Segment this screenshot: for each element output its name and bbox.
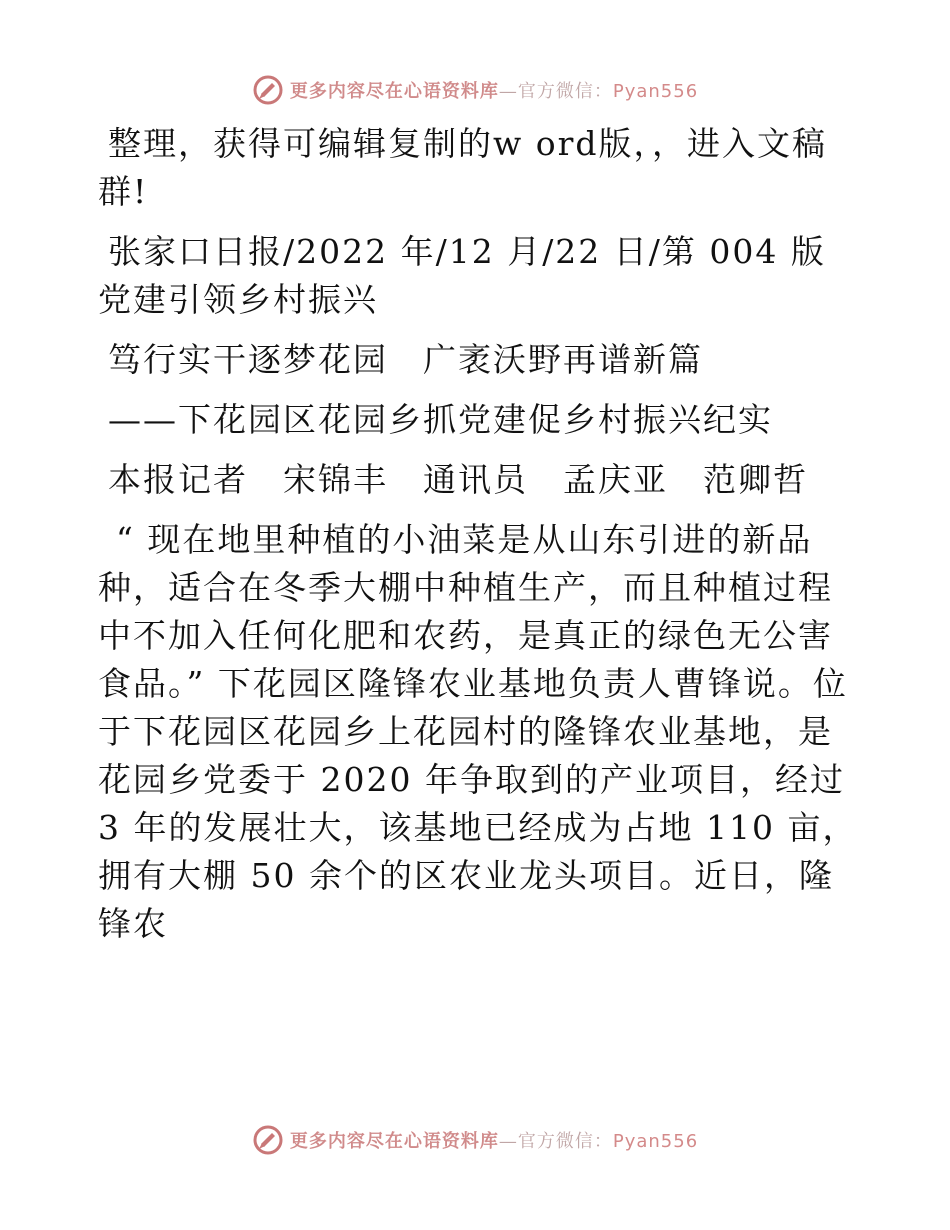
- banner-main: 更多内容尽在心语资料库: [289, 1131, 499, 1152]
- byline: 本报记者 宋锦丰 通讯员 孟庆亚 范卿哲: [108, 460, 808, 499]
- body-paragraph: “ 现在地里种植的小油菜是从山东引进的新品种，适合在冬季大棚中种植生产，而且种植过程中不加入任何化肥和农药，是真正的绿色无公害食品。” 下花园区隆锋农业基地负责人曹锋说。位于下花园区花园乡上花园村的隆锋农业基地，是花园乡党委于 2020 年争取到的产业项目，经过 3 年的发展壮大，该基地已经成为占地 110 亩，拥有大棚 50 余个的区农业龙头项目。近日，隆锋农: [98, 520, 858, 943]
- subheadline: ——下花园区花园乡抓党建促乡村振兴纪实: [108, 400, 773, 439]
- header-banner: [0, 70, 950, 110]
- headline: 笃行实干逐梦花园 广袤沃野再谱新篇: [108, 340, 703, 379]
- logo-icon: [252, 1124, 284, 1156]
- article-content: [98, 120, 858, 960]
- banner-wechat-id: Pyan556: [612, 81, 699, 102]
- banner-wechat-id: Pyan556: [612, 1131, 699, 1152]
- logo-icon: [252, 74, 284, 106]
- banner-main: 更多内容尽在心语资料库: [289, 81, 499, 102]
- banner-text: [290, 1127, 698, 1153]
- banner-text: [290, 77, 698, 103]
- banner-separator: —官方微信：: [498, 81, 613, 102]
- source-line: 张家口日报/2022 年/12 月/22 日/第 004 版党建引领乡村振兴: [98, 232, 826, 319]
- intro-paragraph: 整理，获得可编辑复制的w ord版，，进入文稿群!: [98, 124, 828, 211]
- banner-separator: —官方微信：: [498, 1131, 613, 1152]
- footer-banner: [0, 1120, 950, 1160]
